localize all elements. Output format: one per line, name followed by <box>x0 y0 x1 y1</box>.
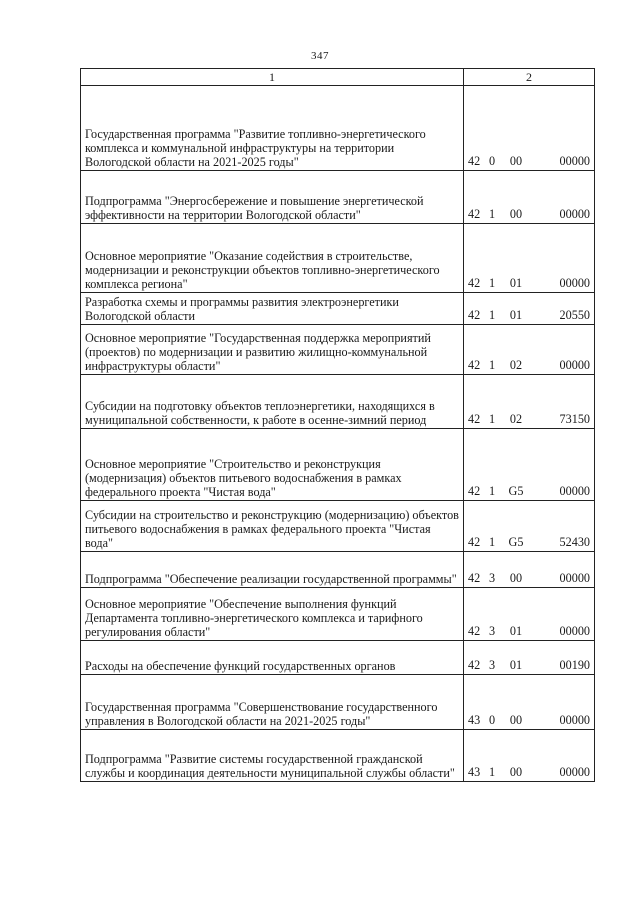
row-code <box>464 552 595 588</box>
budget-classification-table <box>80 68 595 782</box>
row-code <box>464 501 595 552</box>
code-direction: 00000 <box>559 571 590 585</box>
row-name: Субсидии на строительство и реконструкцию (модернизацию) объектов питьевого водоснабжения в рамках федерального проекта "Чистая вода" <box>81 501 464 552</box>
row-code <box>464 86 595 171</box>
code-direction: 00000 <box>559 765 590 779</box>
code-activity: G5 <box>508 484 524 498</box>
table-header-row <box>81 69 595 86</box>
column-header-name: 1 <box>81 69 464 86</box>
code-activity: 01 <box>509 624 523 638</box>
row-code <box>464 641 595 675</box>
row-code <box>464 171 595 224</box>
table-row <box>81 429 595 501</box>
code-subprogram: 1 <box>488 276 496 290</box>
table-row <box>81 171 595 224</box>
page-number: 347 <box>311 50 329 62</box>
row-name: Расходы на обеспечение функций государственных органов <box>81 641 464 675</box>
code-direction: 00000 <box>559 207 590 221</box>
code-program: 42 <box>468 571 481 585</box>
code-subprogram: 3 <box>488 624 496 638</box>
table-row <box>81 293 595 325</box>
code-program: 42 <box>468 658 481 672</box>
code-subprogram: 1 <box>488 412 496 426</box>
table-row <box>81 588 595 641</box>
code-activity: 00 <box>509 154 523 168</box>
code-program: 42 <box>468 412 481 426</box>
code-program: 42 <box>468 624 481 638</box>
row-code <box>464 224 595 293</box>
code-direction: 00000 <box>559 154 590 168</box>
code-direction: 00000 <box>559 484 590 498</box>
row-name: Основное мероприятие "Оказание содействия в строительстве, модернизации и реконструкции объектов топливно-энергетического комплекса региона" <box>81 224 464 293</box>
code-program: 42 <box>468 207 481 221</box>
table-row <box>81 641 595 675</box>
table-row <box>81 552 595 588</box>
code-activity: 02 <box>509 412 523 426</box>
row-name: Субсидии на подготовку объектов теплоэнергетики, находящихся в муниципальной собственности, к работе в осенне-зимний период <box>81 375 464 429</box>
code-program: 42 <box>468 276 481 290</box>
code-subprogram: 1 <box>488 484 496 498</box>
code-program: 43 <box>468 765 481 779</box>
row-name: Подпрограмма "Энергосбережение и повышение энергетической эффективности на территории Вологодской области" <box>81 171 464 224</box>
row-code <box>464 588 595 641</box>
row-name: Разработка схемы и программы развития электроэнергетики Вологодской области <box>81 293 464 325</box>
code-subprogram: 1 <box>488 765 496 779</box>
code-activity: 00 <box>509 207 523 221</box>
table-row <box>81 501 595 552</box>
code-program: 42 <box>468 535 481 549</box>
code-direction: 00000 <box>559 713 590 727</box>
row-name: Основное мероприятие "Строительство и реконструкция (модернизация) объектов питьевого водоснабжения в рамках федерального проекта "Чистая вода" <box>81 429 464 501</box>
code-direction: 00000 <box>559 276 590 290</box>
row-name: Основное мероприятие "Обеспечение выполнения функций Департамента топливно-энергетического комплекса и тарифного регулирования области" <box>81 588 464 641</box>
code-direction: 00000 <box>559 624 590 638</box>
row-code <box>464 325 595 375</box>
table-row <box>81 730 595 782</box>
row-code <box>464 675 595 730</box>
code-direction: 00000 <box>559 358 590 372</box>
table-row <box>81 375 595 429</box>
code-activity: 02 <box>509 358 523 372</box>
code-subprogram: 0 <box>488 713 496 727</box>
code-activity: 00 <box>509 765 523 779</box>
code-direction: 20550 <box>559 308 590 322</box>
code-subprogram: 3 <box>488 571 496 585</box>
code-program: 42 <box>468 308 481 322</box>
code-activity: 00 <box>509 571 523 585</box>
row-name: Подпрограмма "Развитие системы государственной гражданской службы и координация деятельности муниципальной службы области" <box>81 730 464 782</box>
code-program: 42 <box>468 484 481 498</box>
row-name: Государственная программа "Совершенствование государственного управления в Вологодской области на 2021-2025 годы" <box>81 675 464 730</box>
code-activity: 01 <box>509 308 523 322</box>
code-activity: G5 <box>508 535 524 549</box>
row-code <box>464 730 595 782</box>
code-direction: 52430 <box>559 535 590 549</box>
row-name: Подпрограмма "Обеспечение реализации государственной программы" <box>81 552 464 588</box>
code-subprogram: 1 <box>488 358 496 372</box>
table-row <box>81 325 595 375</box>
code-program: 43 <box>468 713 481 727</box>
code-subprogram: 1 <box>488 535 496 549</box>
code-subprogram: 1 <box>488 308 496 322</box>
column-header-code: 2 <box>464 69 595 86</box>
row-code <box>464 429 595 501</box>
code-program: 42 <box>468 154 481 168</box>
row-name: Государственная программа "Развитие топливно-энергетического комплекса и коммунальной инфраструктуры на территории Вологодской области на 2021-2025 годы" <box>81 86 464 171</box>
table-row <box>81 86 595 171</box>
code-program: 42 <box>468 358 481 372</box>
row-name: Основное мероприятие "Государственная поддержка мероприятий (проектов) по модернизации и развитию жилищно-коммунальной инфраструктуры области" <box>81 325 464 375</box>
code-activity: 01 <box>509 276 523 290</box>
row-code <box>464 375 595 429</box>
code-subprogram: 0 <box>488 154 496 168</box>
code-direction: 73150 <box>559 412 590 426</box>
code-direction: 00190 <box>559 658 590 672</box>
code-subprogram: 3 <box>488 658 496 672</box>
code-activity: 01 <box>509 658 523 672</box>
table-row <box>81 675 595 730</box>
row-code <box>464 293 595 325</box>
code-subprogram: 1 <box>488 207 496 221</box>
table-row <box>81 224 595 293</box>
code-activity: 00 <box>509 713 523 727</box>
